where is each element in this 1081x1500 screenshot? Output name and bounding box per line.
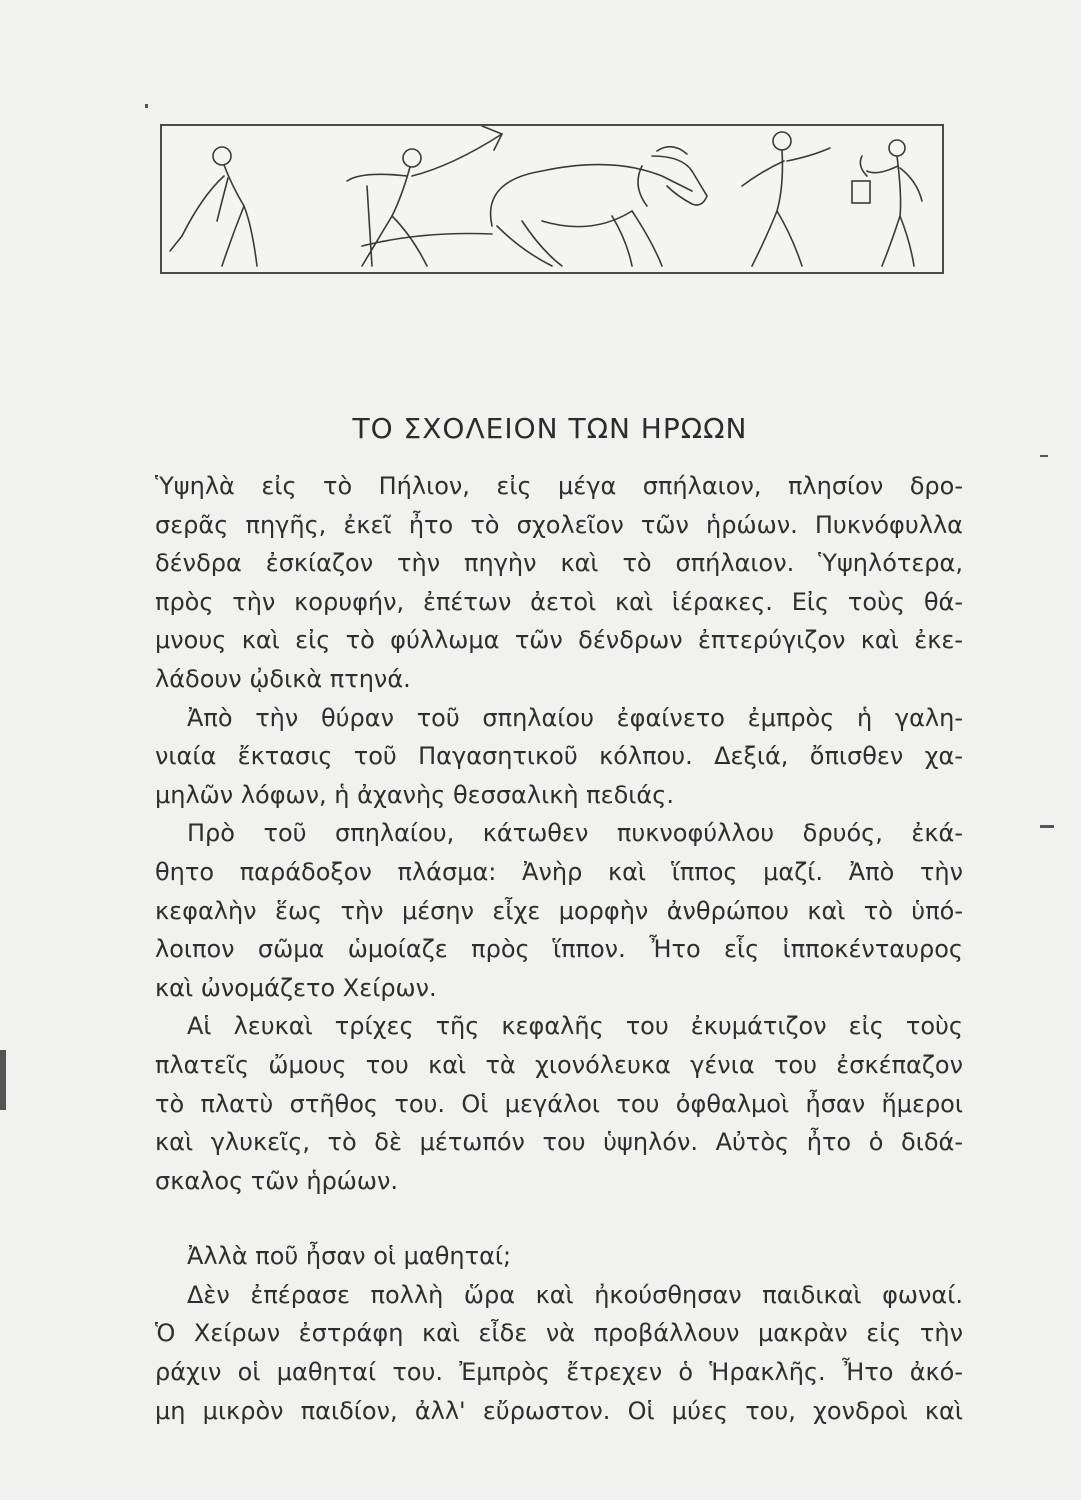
text-line: Αἱ λευκαὶ τρίχες τῆς κεφαλῆς του ἐκυμάτιζον εἰς τοὺς [187,1012,963,1041]
text-line: μη μικρὸν παιδίον, ἀλλ' εὔρωστον. Οἱ μύες του, χονδροὶ καὶ [155,1396,963,1425]
text-line: Ὁ Χείρων ἐστράφη καὶ εἶδε νὰ προβάλλουν μακρὰν εἰς τὴν [155,1319,963,1348]
scan-edge-mark [0,1050,6,1110]
text-line: μνους καὶ εἰς τὸ φύλλωμα τῶν δένδρων ἐπτερύγιζον καὶ ἐκε- [155,626,963,655]
text-line: καὶ ὠνομάζετο Χείρων. [155,973,437,1002]
text-line: Ἀπὸ τὴν θύραν τοῦ σπηλαίου ἐφαίνετο ἐμπρὸς ἡ γαλη- [187,703,963,732]
body-text [155,467,963,1430]
text-line: πλατεῖς ὤμους του καὶ τὰ χιονόλευκα γένια του ἐσκέπαζον [155,1050,963,1079]
text-line: Ὑψηλὰ εἰς τὸ Πήλιον, εἰς μέγα σπήλαιον, πλησίον δρο- [155,472,963,500]
text-line: μηλῶν λόφων, ἡ ἀχανὴς θεσσαλικὴ πεδιάς. [155,780,674,809]
text-line: Ἀλλὰ ποῦ ἦσαν οἱ μαθηταί; [187,1242,512,1271]
text-line: θητο παράδοξον πλάσμα: Ἀνὴρ καὶ ἵππος μαζί. Ἀπὸ τὴν [155,857,963,886]
text-line: ράχιν οἱ μαθηταί του. Ἐμπρὸς ἔτρεχεν ὁ Ἡρακλῆς. Ἦτο ἀκό- [155,1358,963,1387]
text-line: κεφαλὴν ἕως τὴν μέσην εἶχε μορφὴν ἀνθρώπου καὶ τὸ ὑπό- [155,896,963,925]
scan-margin-mark [1040,455,1048,457]
text-line: πρὸς τὴν κορυφήν, ἐπέτων ἀετοὶ καὶ ἱέρακες. Εἰς τοὺς θά- [155,587,963,616]
text-line: νιαία ἔκτασις τοῦ Παγασητικοῦ κόλπου. Δεξιά, ὄπισθεν χα- [155,742,963,771]
frieze-illustration [160,124,944,274]
scan-dot-mark [145,104,148,108]
text-line: σερᾶς πηγῆς, ἐκεῖ ἦτο τὸ σχολεῖον τῶν ἡρώων. Πυκνόφυλλα [155,510,963,539]
text-line: Πρὸ τοῦ σπηλαίου, κάτωθεν πυκνοφύλλου δρυός, ἐκά- [187,819,963,848]
text-line: λάδουν ᾠδικὰ πτηνά. [155,664,411,693]
scan-margin-mark [1040,825,1054,828]
text-line: σκαλος τῶν ἡρώων. [155,1166,399,1195]
text-line: καὶ γλυκεῖς, τὸ δὲ μέτωπόν του ὑψηλόν. Αὐτὸς ἦτο ὁ διδά- [155,1128,963,1157]
page-title: ΤΟ ΣΧΟΛΕΙΟΝ ΤΩΝ ΗΡΩΩΝ [352,412,748,445]
text-line: δένδρα ἐσκίαζον τὴν πηγὴν καὶ τὸ σπήλαιον. Ὑψηλότερα, [155,549,963,578]
ancient-frieze-icon [162,126,942,272]
paragraph-gap [155,1200,963,1237]
text-line: Δὲν ἐπέρασε πολλὴ ὥρα καὶ ἠκούσθησαν παιδικαὶ φωναί. [187,1280,963,1309]
text-line: τὸ πλατὺ στῆθος του. Οἱ μεγάλοι του ὀφθαλμοὶ ἦσαν ἥμεροι [155,1089,963,1118]
text-line: λοιπον σῶμα ὡμοίαζε πρὸς ἵππον. Ἦτο εἷς ἱπποκένταυρος [155,935,963,964]
